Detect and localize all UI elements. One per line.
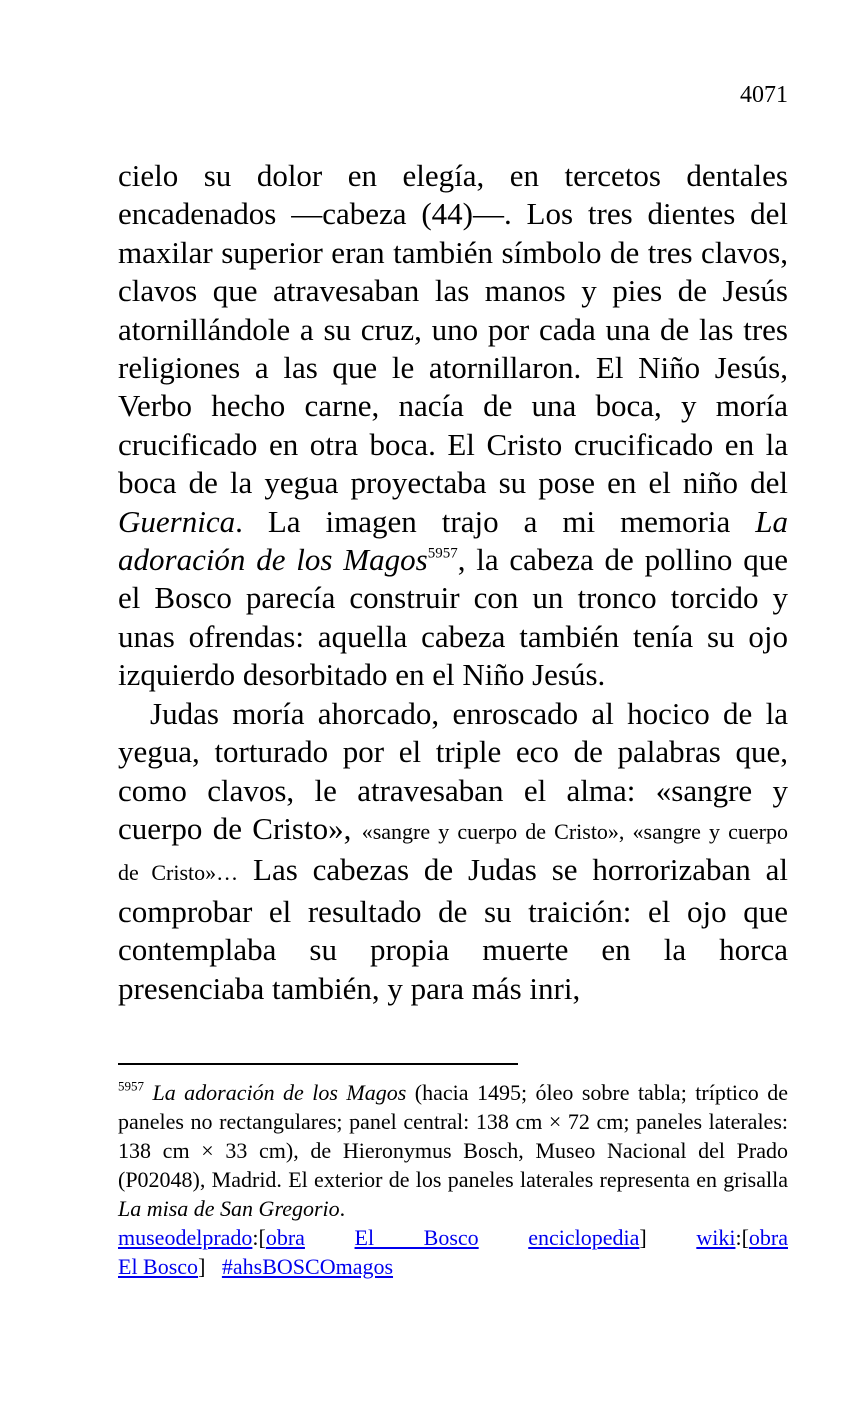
magos-title: La adoración de los Magos	[118, 503, 788, 578]
wiki-el-bosco-link[interactable]: El Bosco	[118, 1254, 199, 1279]
paragraph-2-text-b: Las cabezas de Judas se horrorizaban al comprobar el resultado de su traición: el ojo que contemplaba su propia muerte en la horca presenciaba también, y para más inri,	[118, 852, 788, 1006]
wiki-link[interactable]: wiki	[696, 1225, 736, 1250]
paragraph-1-text-b: . La imagen trajo a mi memoria	[235, 503, 756, 539]
hashtag-link[interactable]: #ahsBOSCOmagos	[221, 1254, 394, 1279]
footnote-text-a: (hacia 1495; óleo sobre tabla; tríptico de paneles no rectangulares; panel central: 138 cm × 72 cm; paneles laterales: 138 cm × 33 cm), de Hieronymus Bosch, Museo Nacional del Prado (P02048), Madrid. El exterior de los paneles laterales representa en grisalla	[118, 1080, 789, 1192]
footnote	[118, 1078, 788, 1281]
footnote-links-line2	[118, 1252, 788, 1281]
museodelprado-link[interactable]: museodelprado	[118, 1225, 253, 1250]
paragraph-1-text-c: , la cabeza de pollino que el Bosco parecía construir con un tronco torcido y unas ofrendas: aquella cabeza también tenía su ojo izquierdo desorbitado en el Niño Jesús.	[118, 542, 788, 693]
paragraph-2	[118, 695, 788, 1008]
footnote-artwork-title: La adoración de los Magos	[152, 1080, 407, 1105]
el-bosco-link[interactable]: El Bosco	[354, 1225, 479, 1250]
footnote-separator	[118, 1063, 518, 1065]
footnote-links	[118, 1223, 788, 1252]
guernica-title: Guernica	[118, 503, 236, 539]
paragraph-1	[118, 157, 788, 695]
echo-phrase-small: «sangre y cuerpo de Cristo», «sangre y cuerpo de Cristo»…	[118, 818, 788, 886]
main-text	[118, 157, 788, 1008]
footnote-misa-title: La misa de San Gregorio	[118, 1196, 340, 1221]
paragraph-2-text-a: Judas moría ahorcado, enroscado al hocico de la yegua, torturado por el triple eco de palabras que, como clavos, le atravesaban el alma: «sangre y cuerpo de Cristo»,	[118, 695, 788, 846]
link-bracket-close: ]	[198, 1254, 206, 1279]
enciclopedia-link[interactable]: enciclopedia	[528, 1225, 640, 1250]
footnote-text-b: .	[339, 1196, 346, 1221]
link-separator: :[	[735, 1225, 749, 1250]
footnote-number: 5957	[118, 1078, 144, 1094]
paragraph-1-text-a: cielo su dolor en elegía, en tercetos dentales encadenados —cabeza (44)—. Los tres dientes del maxilar superior eran también símbolo de tres clavos, clavos que atravesaban las manos y pies de Jesús atornillándole a su cruz, uno por cada una de las tres religiones a las que le atornillaron. El Niño Jesús, Verbo hecho carne, nacía de una boca, y moría crucificado en otra boca. El Cristo crucificado en la boca de la yegua proyectaba su pose en el niño del	[118, 158, 788, 501]
wiki-obra-link[interactable]: obra	[748, 1225, 788, 1250]
footnote-body	[118, 1078, 788, 1223]
link-bracket-close: ]	[639, 1225, 647, 1250]
footnote-reference: 5957	[427, 545, 458, 562]
page-number: 4071	[740, 82, 788, 108]
link-separator: :[	[252, 1225, 266, 1250]
obra-link[interactable]: obra	[265, 1225, 305, 1250]
